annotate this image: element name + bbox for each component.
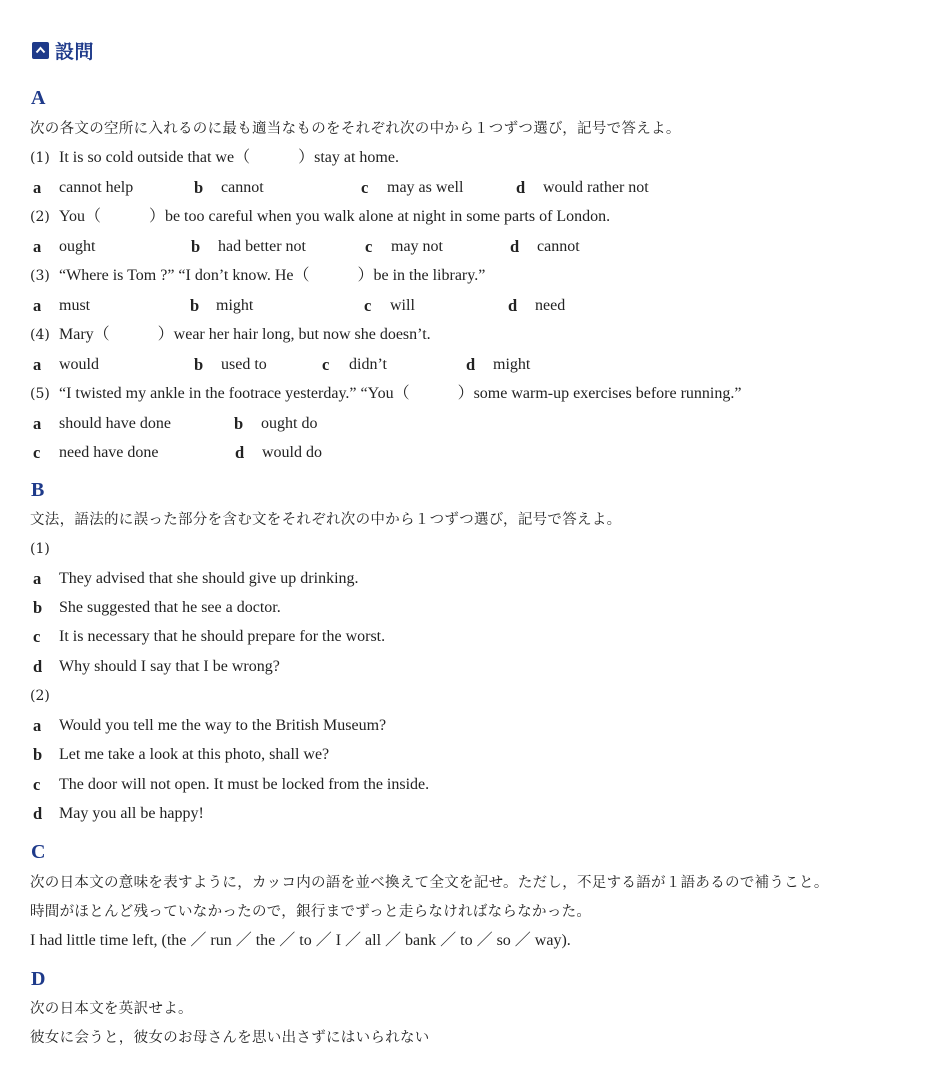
option-text: should have done xyxy=(59,415,171,432)
option-text: Why should I say that I be wrong? xyxy=(59,658,280,675)
option-text: It is necessary that he should prepare for the worst. xyxy=(59,628,386,645)
option-letter: a xyxy=(33,414,42,433)
question-text: “I twisted my ankle in the footrace yesterday.” “You（ ）some warm-up exercises before running.” xyxy=(59,385,742,402)
option-text: Would you tell me the way to the British Museum? xyxy=(59,717,387,734)
question-text: You（ ）be too careful when you walk alone at night in some parts of London. xyxy=(59,208,611,225)
option-text: She suggested that he see a doctor. xyxy=(59,599,281,616)
chevron-up-icon[interactable] xyxy=(32,42,49,59)
section-d-instruction: 次の日本文を英訳せよ。 xyxy=(30,1001,193,1017)
section-a-label: A xyxy=(31,87,46,109)
option-text: might xyxy=(493,356,531,373)
option-text: Let me take a look at this photo, shall we? xyxy=(59,746,330,763)
option-text: cannot help xyxy=(59,179,134,196)
question-text: “Where is Tom ?” “I don’t know. He（ ）be in the library.” xyxy=(59,267,486,284)
option-letter: c xyxy=(365,237,373,256)
option-letter: b xyxy=(191,237,201,256)
option-letter: c xyxy=(361,178,369,197)
option-letter: c xyxy=(33,775,41,794)
section-b-label: B xyxy=(31,479,45,501)
question-number: (4) xyxy=(30,327,50,343)
question-number: (5) xyxy=(30,386,50,402)
option-letter: b xyxy=(194,355,204,374)
option-text: ought do xyxy=(261,415,318,432)
option-text: may as well xyxy=(387,179,464,196)
option-letter: d xyxy=(466,355,476,374)
option-letter: c xyxy=(33,627,41,646)
option-text: ought xyxy=(59,238,96,255)
option-text: would do xyxy=(262,444,322,461)
option-letter: b xyxy=(33,598,43,617)
option-letter: b xyxy=(234,414,244,433)
section-c-japanese: 時間がほとんど残っていなかったので，銀行までずっと走らなければならなかった。 xyxy=(30,904,592,920)
option-text: need have done xyxy=(59,444,159,461)
option-letter: b xyxy=(33,745,43,764)
option-letter: d xyxy=(508,296,518,315)
section-d-japanese: 彼女に会うと，彼女のお母さんを思い出さずにはいられない xyxy=(30,1030,430,1046)
section-c-label: C xyxy=(31,841,46,863)
option-text: They advised that she should give up drinking. xyxy=(59,570,359,587)
question-number: (1) xyxy=(30,150,50,166)
question-number: (2) xyxy=(30,688,50,704)
header-title: 設問 xyxy=(55,40,95,63)
option-text: will xyxy=(390,297,415,314)
option-letter: a xyxy=(33,355,42,374)
option-letter: d xyxy=(33,657,43,676)
option-letter: a xyxy=(33,296,42,315)
section-d-label: D xyxy=(31,968,46,990)
option-text: may not xyxy=(391,238,443,255)
section-c-english: I had little time left, (the ／ run ／ the ／ to ／ I ／ all ／ bank ／ to ／ so ／ way). xyxy=(30,932,571,949)
option-text: might xyxy=(216,297,254,314)
option-letter: b xyxy=(194,178,204,197)
option-letter: c xyxy=(322,355,330,374)
option-letter: d xyxy=(510,237,520,256)
option-text: used to xyxy=(221,356,267,373)
question-text: It is so cold outside that we（ ）stay at home. xyxy=(59,149,399,166)
section-a-instruction: 次の各文の空所に入れるのに最も適当なものをそれぞれ次の中から１つずつ選び，記号で答えよ。 xyxy=(30,121,681,137)
option-text: cannot xyxy=(221,179,264,196)
option-text: would xyxy=(59,356,99,373)
question-number: (3) xyxy=(30,268,50,284)
option-letter: c xyxy=(33,443,41,462)
option-text: need xyxy=(535,297,566,314)
option-letter: a xyxy=(33,569,42,588)
section-b-instruction: 文法，語法的に誤った部分を含む文をそれぞれ次の中から１つずつ選び，記号で答えよ。 xyxy=(30,512,622,528)
option-text: had better not xyxy=(218,238,306,255)
option-text: would rather not xyxy=(543,179,649,196)
option-text: May you all be happy! xyxy=(59,805,204,822)
questions-header[interactable] xyxy=(32,38,94,62)
option-text: must xyxy=(59,297,91,314)
option-letter: d xyxy=(516,178,526,197)
option-letter: c xyxy=(364,296,372,315)
option-letter: a xyxy=(33,716,42,735)
option-letter: a xyxy=(33,178,42,197)
option-letter: d xyxy=(33,804,43,823)
option-letter: d xyxy=(235,443,245,462)
option-text: The door will not open. It must be locked from the inside. xyxy=(59,776,430,793)
question-number: (1) xyxy=(30,541,50,557)
option-letter: a xyxy=(33,237,42,256)
question-text: Mary（ ）wear her hair long, but now she doesn’t. xyxy=(59,326,431,343)
question-number: (2) xyxy=(30,209,50,225)
option-text: didn’t xyxy=(349,356,387,373)
section-c-instruction: 次の日本文の意味を表すように，カッコ内の語を並べ換えて全文を記せ。ただし，不足する語が１語あるので補うこと。 xyxy=(30,875,829,891)
option-text: cannot xyxy=(537,238,580,255)
option-letter: b xyxy=(190,296,200,315)
